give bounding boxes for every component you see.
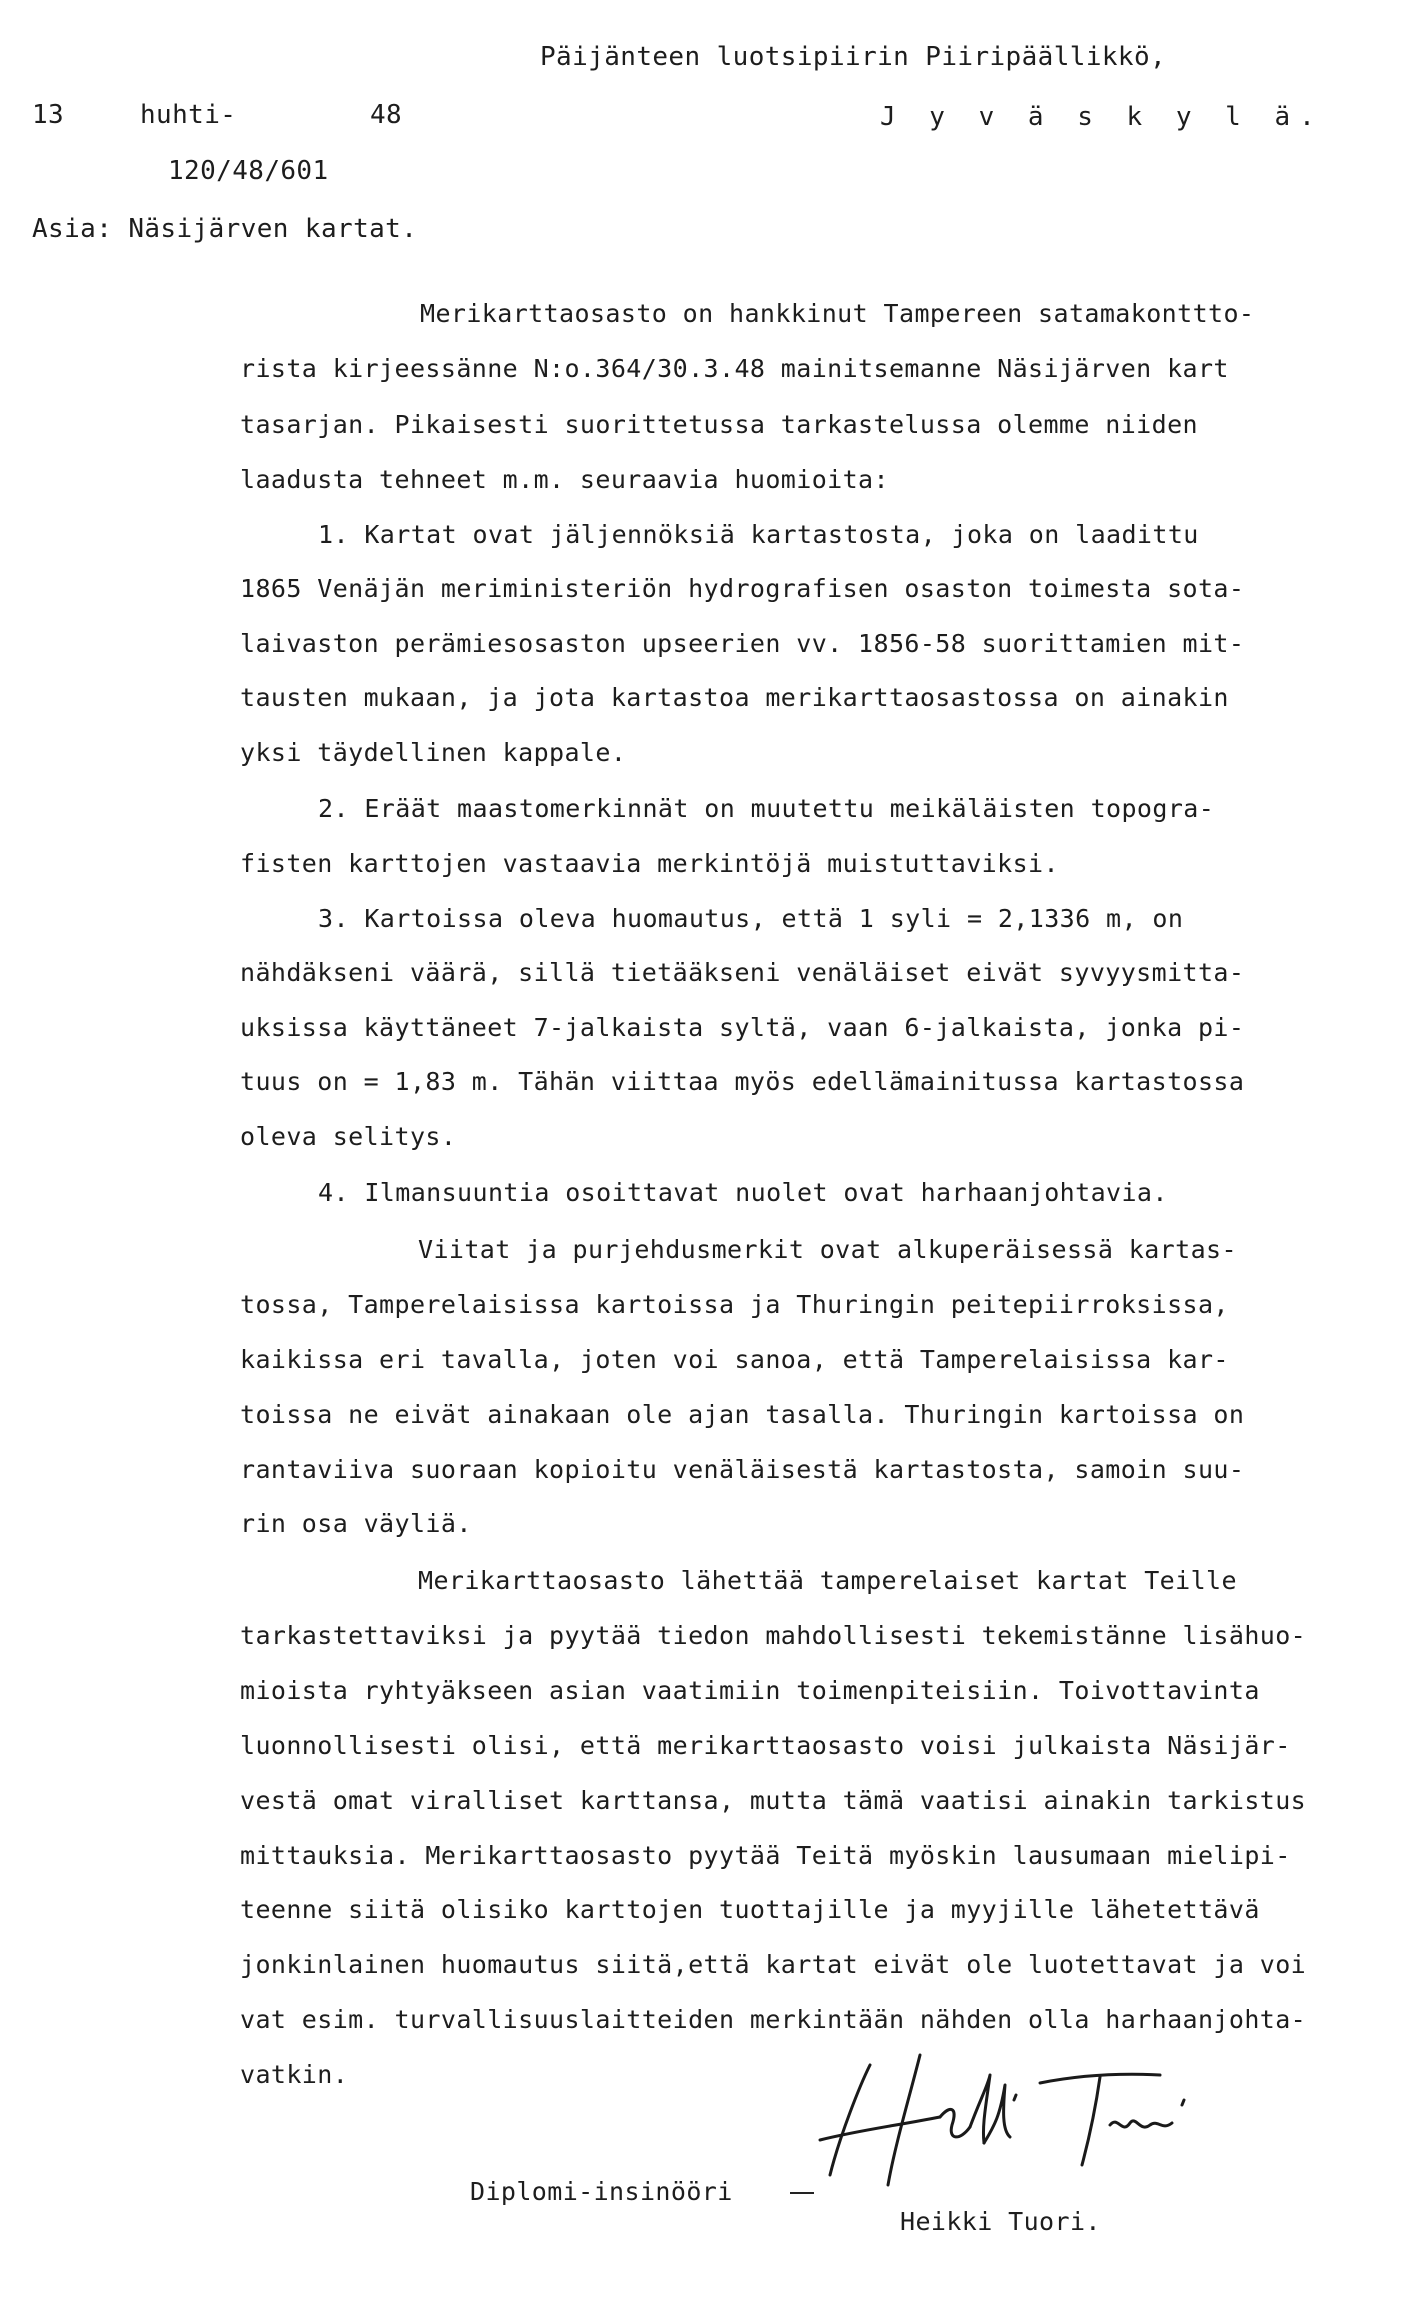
body-line: tasarjan. Pikaisesti suorittetussa tarkastelussa olemme niiden bbox=[240, 410, 1198, 439]
body-line: nähdäkseni väärä, sillä tietääkseni venäläiset eivät syvyysmitta- bbox=[240, 958, 1245, 987]
body-line: Merikarttaosasto lähettää tamperelaiset kartat Teille bbox=[418, 1566, 1237, 1595]
body-line: jonkinlainen huomautus siitä,että kartat eivät ole luotettavat ja voi bbox=[240, 1950, 1307, 1979]
body-line: toissa ne eivät ainakaan ole ajan tasalla. Thuringin kartoissa on bbox=[240, 1400, 1245, 1429]
body-line: fisten karttojen vastaavia merkintöjä muistuttaviksi. bbox=[240, 849, 1059, 878]
body-line: 1865 Venäjän meriministeriön hydrografisen osaston toimesta sota- bbox=[240, 574, 1245, 603]
body-line: rista kirjeessänne N:o.364/30.3.48 mainitsemanne Näsijärven kart bbox=[240, 354, 1229, 383]
body-line: rin osa väyliä. bbox=[240, 1509, 472, 1538]
date-day: 13 bbox=[32, 100, 65, 130]
body-line: 2. Eräät maastomerkinnät on muutettu meikäläisten topogra- bbox=[318, 794, 1215, 823]
body-line: tausten mukaan, ja jota kartastoa merikarttaosastossa on ainakin bbox=[240, 683, 1229, 712]
body-line: rantaviiva suoraan kopioitu venäläisestä kartastosta, samoin suu- bbox=[240, 1455, 1245, 1484]
body-line: 3. Kartoissa oleva huomautus, että 1 syli = 2,1336 m, on bbox=[318, 904, 1184, 933]
body-line: 4. Ilmansuuntia osoittavat nuolet ovat harhaanjohtavia. bbox=[318, 1178, 1168, 1207]
subject-line: Asia: Näsijärven kartat. bbox=[32, 214, 418, 244]
date-year: 48 bbox=[370, 100, 403, 130]
body-line: mioista ryhtyäkseen asian vaatimiin toimenpiteisiin. Toivottavinta bbox=[240, 1676, 1260, 1705]
city-line: J y v ä s k y l ä. bbox=[880, 102, 1324, 132]
sender-line: Päijänteen luotsipiirin Piiripäällikkö, bbox=[540, 42, 1167, 72]
body-line: laadusta tehneet m.m. seuraavia huomioita: bbox=[240, 465, 889, 494]
body-line: Viitat ja purjehdusmerkit ovat alkuperäisessä kartas- bbox=[418, 1235, 1237, 1264]
body-line: vatkin. bbox=[240, 2060, 349, 2089]
body-line: uksissa käyttäneet 7-jalkaista syltä, vaan 6-jalkaista, jonka pi- bbox=[240, 1013, 1245, 1042]
body-line: kaikissa eri tavalla, joten voi sanoa, että Tamperelaisissa kar- bbox=[240, 1345, 1229, 1374]
body-line: Merikarttaosasto on hankkinut Tampereen satamakonttto- bbox=[420, 299, 1255, 328]
body-line: luonnollisesti olisi, että merikarttaosasto voisi julkaista Näsijär- bbox=[240, 1731, 1291, 1760]
handwritten-signature bbox=[800, 2045, 1220, 2195]
reference-number: 120/48/601 bbox=[168, 156, 329, 186]
signatory-title: Diplomi-insinööri bbox=[470, 2177, 733, 2206]
body-line: teenne siitä olisiko karttojen tuottajille ja myyjille lähetettävä bbox=[240, 1895, 1260, 1924]
body-line: vat esim. turvallisuuslaitteiden merkintään nähden olla harhaanjohta- bbox=[240, 2005, 1307, 2034]
body-line: 1. Kartat ovat jäljennöksiä kartastosta, joka on laadittu bbox=[318, 520, 1199, 549]
body-line: tarkastettaviksi ja pyytää tiedon mahdollisesti tekemistänne lisähuo- bbox=[240, 1621, 1307, 1650]
body-line: tuus on = 1,83 m. Tähän viittaa myös edellämainitussa kartastossa bbox=[240, 1067, 1245, 1096]
date-month: huhti- bbox=[140, 100, 237, 130]
body-line: tossa, Tamperelaisissa kartoissa ja Thuringin peitepiirroksissa, bbox=[240, 1290, 1229, 1319]
body-line: vestä omat viralliset karttansa, mutta tämä vaatisi ainakin tarkistus bbox=[240, 1786, 1307, 1815]
body-line: yksi täydellinen kappale. bbox=[240, 738, 627, 767]
body-line: mittauksia. Merikarttaosasto pyytää Teitä myöskin lausumaan mielipi- bbox=[240, 1841, 1291, 1870]
body-line: oleva selitys. bbox=[240, 1122, 457, 1151]
body-line: laivaston perämiesosaston upseerien vv. 1856-58 suorittamien mit- bbox=[240, 629, 1245, 658]
signatory-name: Heikki Tuori. bbox=[900, 2207, 1101, 2236]
